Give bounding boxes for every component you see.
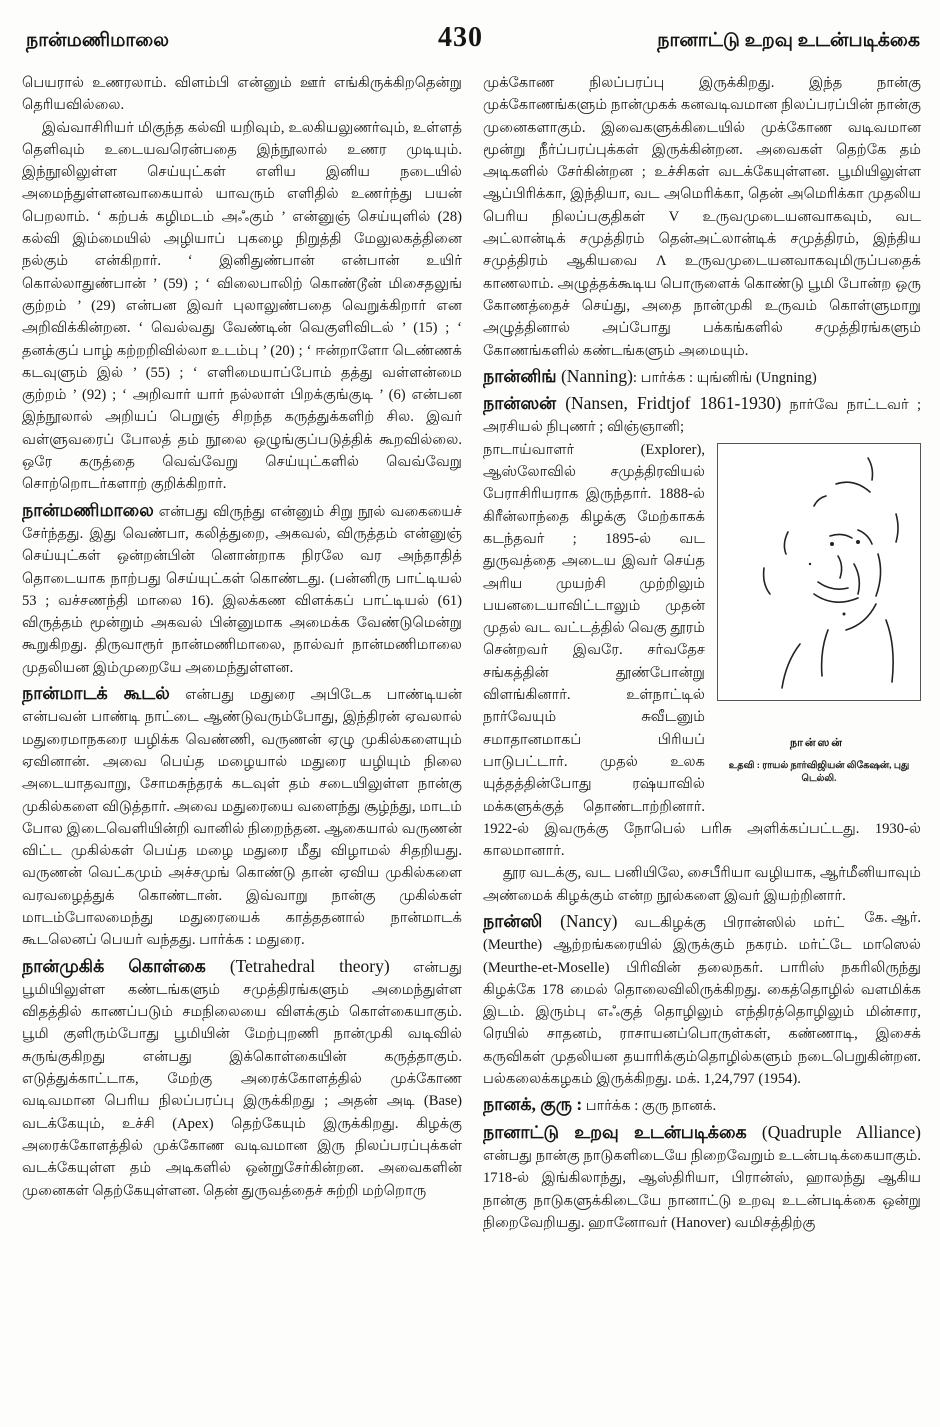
entry-text: என்பது நான்கு நாடுகளிடையே நிறைவேறும் உடன்படிக்கையாகும். 1718-ல் இங்கிலாந்து, ஆஸ்திரியா, பிரான்ஸ், ஹாலந்து ஆகிய நான்கு நாடுகளுக்கிடையே நானாட்டு உறவு உடன்படிக்கை ஒன்று நிறைவேறியது. ஹானோவர் (Hanover) வமிசத்திற்கு [483, 1147, 921, 1231]
entry-nanmadakkoodal [22, 682, 462, 952]
headword-latin: (Quadruple Alliance) [746, 1121, 921, 1142]
entry-text: நாடாய்வாளர் (Explorer), ஆஸ்லோவில் சமுத்திரவியல் பேராசிரியராக இருந்தார். 1888-ல் கிரீன்லாந்தை கிழக்கு மேற்காகக் கடந்தவர் ; 1895-ல் வட துருவத்தை அடைய இவர் செய்த அரிய முயற்சி முற்றிலும் பயனடையாவிட்டாலும் முதன் முதல் வட வட்டத்தில் வெகு தூரம் சென்றவர் இவரே. சர்வதேச சங்கத்தின் தூண்போன்று விளங்கினார். உள்நாட்டில் நார்வேயும் சுவீடனும் சமாதானமாகப் பிரியப் பாடுபட்டார். முதல் உலக யுத்தத்தின்போது ரஷ்யாவில் மக்களுக்குத் தொண்டாற்றினார். 1922-ல் இவருக்கு நோபெல் பரிசு அளிக்கப்பட்டது. 1930-ல் காலமானார். [483, 441, 921, 860]
headword: நான்ஸி [483, 910, 543, 931]
entry-text: வடகிழக்கு பிரான்ஸில் மர்ட் (Meurthe) ஆற்றங்கரையில் இருக்கும் நகரம். மர்ட்டே மாஸெல் (Meurthe-et-Moselle) பிரிவின் தலைநகர். பாரிஸ் நகரிலிருந்து கிழக்கே 178 மைல் தொலைவிலிருக்கிறது. கைத்தொழில் வளமிக்க இடம். இரும்பு எஃகுத் தொழிலும் எந்திரத்தொழிலும் மின்சார, ரெயில் சாதனம், ராசாயனப்பொருள்கள், கண்ணாடி, இசைக் கருவிகள் முதலியன தயாரிக்கும்தொழில்களும் நடைபெறுகின்றன. பல்கலைக்கழகம் இருக்கிறது. மக். 1,24,797 (1954). [483, 914, 921, 1088]
entry-text: என்பது பூமியிலுள்ள கண்டங்களும் சமுத்திரங்களும் அமைந்துள்ள விதத்தில் காணப்படும் சமநிலையை விளக்கும் கொள்கையாகும். பூமி குளிரும்போது பூமியின் மேற்புறணி நான்முகி வடிவில் சுருங்குகிறது என்பது இக்கொள்கையின் கருத்தாகும். எடுத்துக்காட்டாக, மேற்கு அரைக்கோளத்தில் முக்கோண வடிவமான பெரிய நிலப்பரப்பு இருக்கிறது ; அதன் அடி (Base) வடக்கேயும், உச்சி (Apex) தெற்கேயும் இருக்கிறது. கிழக்கு அரைக்கோளத்தில் முக்கோண வடிவமான இரு நிலப்பரப்புக்கள் வடக்கேயுள்ள தம் அடிகளில் ஒன்றுசேர்கின்றன. அவைகளின் முனைகள் தெற்கேயுள்ளன. தென் துருவத்தைச் சுற்றி மற்றொரு [22, 959, 462, 1199]
running-head-left: நான்மணிமாலை [26, 30, 170, 51]
headword: நான்ஸன் [483, 393, 557, 414]
running-head-right: நானாட்டு உறவு உடன்படிக்கை [657, 30, 920, 51]
entry-nanak [483, 1093, 921, 1117]
entry-text: பார்க்க : குரு நானக். [582, 1098, 717, 1115]
entry-text: : பார்க்க : யுங்னிங் (Ungning) [632, 369, 817, 386]
entry-text: நார்வே நாட்டவர் ; அரசியல் நிபுணர் ; விஞ்ஞானி; [483, 397, 921, 436]
paragraph-continued: பெயரால் உணரலாம். விளம்பி என்னும் ஊர் எங்கிருக்கிறதென்று தெரியவில்லை. [22, 75, 462, 114]
paragraph-author-notes: இவ்வாசிரியர் மிகுந்த கல்வி யறிவும், உலகியலுணர்வும், உள்ளத் தெளிவும் உடையவரென்பதை இந்நூலால் உணர முடியும். இந்நூலிலுள்ள செய்யுட்கள் எளிய இனிய நடையில் அமைந்துள்ளனவாகையால் யாவரும் எளிதில் உணர்ந்து பயன் பெறலாம். ‘ கற்பக் கழிமடம் அஃகும் ’ என்னுஞ் செய்யுளில் (28) கல்வி இம்மையில் அழியாப் புகழை நிறுத்தி மேலுலகத்தினை நல்கும் என்கிறார். ‘ இனிதுண்பான் என்பான் உயிர் கொல்லாதுண்பான் ’ (59) ; ‘ விலைபாலிற் கொண்டூன் மிசைதலுங் குற்றம் ’ (29) என்பன இவர் புலாலுண்பதை வெறுக்கிறார் என அறிவிக்கின்றன. ‘ வெல்வது வேண்டின் வெகுளிவிடல் ’ (15) ; ‘ தனக்குப் பாழ் கற்றறிவில்லா உடம்பு ’ (20) ; ‘ ஈன்றாளோ டெண்ணக் கடவுளும் இல் ’ (55) ; ‘ எளிமையாப்போம் தத்து வள்ளன்மை குற்றம் ’ (92) ; ‘ அறிவார் யார் நல்லாள் பிறக்குங்குடி ’ (6) என்பன இந்நூலால் அறியப் பெறுஞ் சிறந்த கருத்துக்களிற் சில. இவர் வள்ளுவரைப் போலத் தம் நூலை ஒழுங்குப்படுத்திக் கூறவில்லை. ஒரே கருத்தை வெவ்வேறு செய்யுட்களில் வெவ்வேறு சொற்றொடர்களாற் குறிக்கிறார். [22, 119, 462, 493]
nansen-figure [713, 443, 921, 807]
nansen-portrait-image [717, 443, 921, 701]
page-number: 430 [438, 22, 483, 53]
headword: நான்மாடக் கூடல் [22, 683, 170, 704]
entry-text: தூர வடக்கு, வட பனியிலே, சைபீரியா வழியாக, ஆர்மீனியாவும் அண்மைக் கிழக்கும் என்ற நூல்களை இவர் இயற்றினார். [483, 865, 921, 904]
figure-credit: உதவி : ராயல் நார்விஜியன் லிகேஷன், புது டெல்லி. [728, 761, 910, 785]
entry-nancy [483, 910, 921, 1090]
headword: நான்முகிக் கொள்கை [22, 955, 206, 976]
headword-latin: (Tetrahedral theory) [205, 955, 390, 976]
headword: நான்னிங் [483, 365, 557, 386]
entry-tetrahedral-continued: முக்கோண நிலப்பரப்பு இருக்கிறது. இந்த நான்கு முக்கோணங்களும் நான்முகக் கனவடிவமான நிலப்பரப்பின் நான்கு முனைகளாகும். இவைகளுக்கிடையில் முக்கோண வடிவமான மூன்று நீர்ப்பரப்புக்கள் இருக்கின்றன. அவைகள் தெற்கே தம் அடிகளில் சேர்கின்றன ; உச்சிகள் வடக்கேயுள்ளன. பூமியிலுள்ள ஆப்பிரிக்கா, இந்தியா, வட அமெரிக்கா, தென் அமெரிக்கா முதலிய பெரிய நிலப்பகுதிகள் V உருவமுடையனவாகவும், வட அட்லான்டிக் சமுத்திரம் தென்அட்லான்டிக் சமுத்திரம், இந்திய சமுத்திரம் ஆகியவை Λ உருவமுடையனவாகவுமிருப்பதைக் காணலாம். அழுத்தக்கூடிய பொருளைக் கொண்டு பூமி போன்ற ஒரு கோணத்தைச் செய்து, அதை நான்முகி உருவம் கொள்ளுமாறு அழுத்தினால் அப்போது பக்கங்களில் சமுத்திரங்களும் கோணங்களில் கண்டங்களும் அமையும். [483, 75, 921, 359]
headword-latin: (Nanning) [556, 365, 633, 386]
entry-quadruple-alliance [483, 1121, 921, 1234]
author-initials: கே. ஆர். [864, 909, 921, 926]
headword-latin: (Nansen, Fridtjof 1861-1930) [556, 393, 782, 414]
entry-text: என்பது விருந்து என்னும் சிறு நூல் வகையைச் சேர்ந்தது. இது வெண்பா, கலித்துறை, அகவல், விருத்தம் என்னுஞ் செய்யுட்கள் ஒன்றன்பின் னொன்றாக நிரலே வர அந்தாதித் தொடையாக நாற்பது செய்யுட்கள் கொண்டது. (பன்னிரு பாட்டியல் 53 ; வச்சணந்தி மாலை 16). இலக்கண விளக்கப் பாட்டியல் (61) விருத்தம் மூன்றும் அகவல் பின்னுமாக அமைக்க வேண்டுமென்று கூறுகிறது. திருவாரூர் நான்மணிமாலை, நால்வர் நான்மணிமாலை முதலியன இம்முறையே அமைந்துள்ளன. [22, 503, 462, 676]
headword: நான்மணிமாலை [22, 499, 154, 520]
left-column [22, 72, 462, 1407]
entry-tetrahedral-theory [22, 955, 462, 1202]
headword: நானாட்டு உறவு உடன்படிக்கை [483, 1121, 747, 1142]
entry-nanmanimalai [22, 499, 462, 679]
headword: நானக், குரு : [483, 1094, 583, 1115]
entry-text: என்பது மதுரை அபிடேக பாண்டியன் என்பவன் பாண்டி நாட்டை ஆண்டுவரும்போது, இந்திரன் ஏவலால் மதுரைமாநகரை யழிக்க வெண்ணி, வருணன் ஏழு முகில்களையும் ஏவினான். அவை பெய்த மழையால் மதுரை யழியும் நிலை அடையாதவாறு, சோமசுந்தரக் கடவுள் தம் சடையிலுள்ள நான்கு முகில்களை விடுத்தார். அவை மதுரையை வளைந்து சூழ்ந்து, மாடம் போல இடைவெளியின்றி வானில் நிறைந்தன. ஆகையால் வருணன் விட்ட முகில்கள் பெய்த மழை மதுரை மீது விழாமல் சிதறியது. வருணன் வெட்கமும் அச்சமுங் கொண்டு தான் ஏவிய முகில்களை வரவழைத்துக் கொண்டான். இவ்வாறு நான்கு முகில்கள் மாடம்போலமைந்து மதுரையைக் காத்ததனால் நான்மாடக் கூடலெனப் பெயர் வந்தது. பார்க்க : மதுரை. [22, 687, 462, 949]
figure-caption: நான்ஸன் [790, 737, 844, 750]
headword-latin: (Nancy) [542, 910, 618, 931]
entry-nansen [483, 392, 921, 439]
entry-nanning [483, 365, 921, 389]
entry-nansen-body [483, 439, 921, 863]
right-column [483, 72, 921, 1407]
